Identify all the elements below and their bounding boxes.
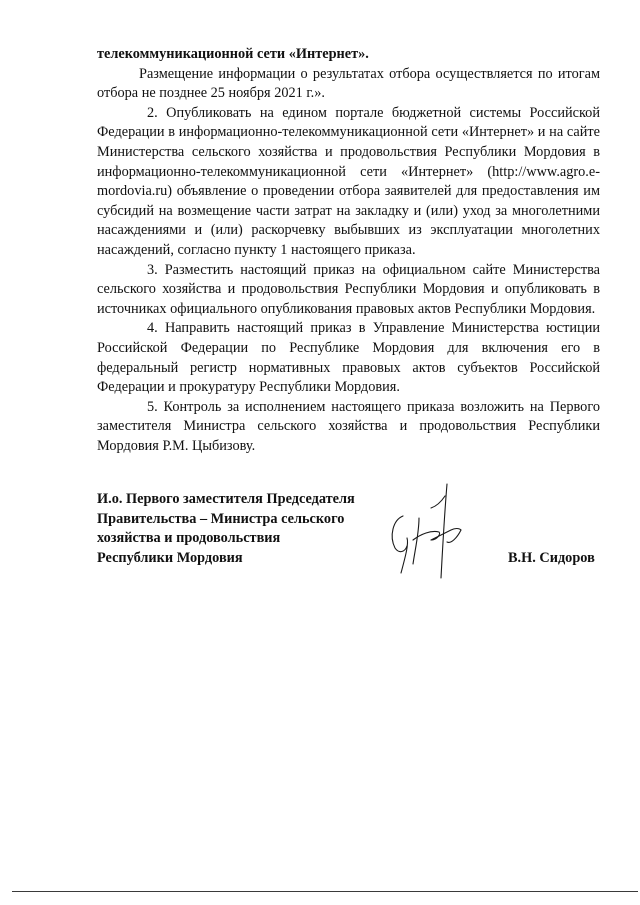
handwritten-signature-icon [375, 478, 480, 588]
document-body [97, 45, 600, 456]
paragraph-item-5: 5. Контроль за исполнением настоящего приказа возложить на Первого заместителя Министра сельского хозяйства и продовольствия Республики Мордовия Р.М. Цыбизову. [97, 398, 600, 454]
paragraph-item-4: 4. Направить настоящий приказ в Управление Министерства юстиции Российской Федерации по Республике Мордовия для включения его в федеральный регистр нормативных правовых актов субъектов Российской Федерации и прокуратуру Республики Мордовия. [97, 320, 600, 396]
paragraph-item-3: 3. Разместить настоящий приказ на официальном сайте Министерства сельского хозяйства и продовольствия Республики Мордовия и опубликовать в источниках официального опубликования правовых актов Республики Мордовия. [97, 261, 600, 317]
paragraph-continuation: телекоммуникационной сети «Интернет». [97, 46, 369, 62]
signatory-title-line: И.о. Первого заместителя Председателя [97, 491, 355, 507]
signatory-name: В.Н. Сидоров [508, 550, 595, 566]
paragraph-item-2: 2. Опубликовать на едином портале бюджетной системы Российской Федерации в информационно-телекоммуникационной сети «Интернет» и на сайте Министерства сельского хозяйства и продовольствия Республики Мордовия в информационно-телекоммуникационной сети «Интернет» (http://www.agro.e-mordovia.ru) объявление о проведении отбора заявителей для предоставления им субсидий на возмещение части затрат на закладку и (или) уход за многолетними насаждениями и (или) раскорчевку выбывших из эксплуатации многолетних насаждений, согласно пункту 1 настоящего приказа. [97, 104, 600, 258]
page-bottom-rule [12, 891, 638, 892]
signatory-title-line: Правительства – Министра сельского [97, 510, 345, 527]
signatory-title-line: хозяйства и продовольствия [97, 530, 281, 547]
signatory-title [97, 490, 387, 568]
signatory-title-line: Республики Мордовия [97, 549, 243, 566]
paragraph-results-placement: Размещение информации о результатах отбора осуществляется по итогам отбора не позднее 25 ноября 2021 г.». [97, 65, 600, 102]
